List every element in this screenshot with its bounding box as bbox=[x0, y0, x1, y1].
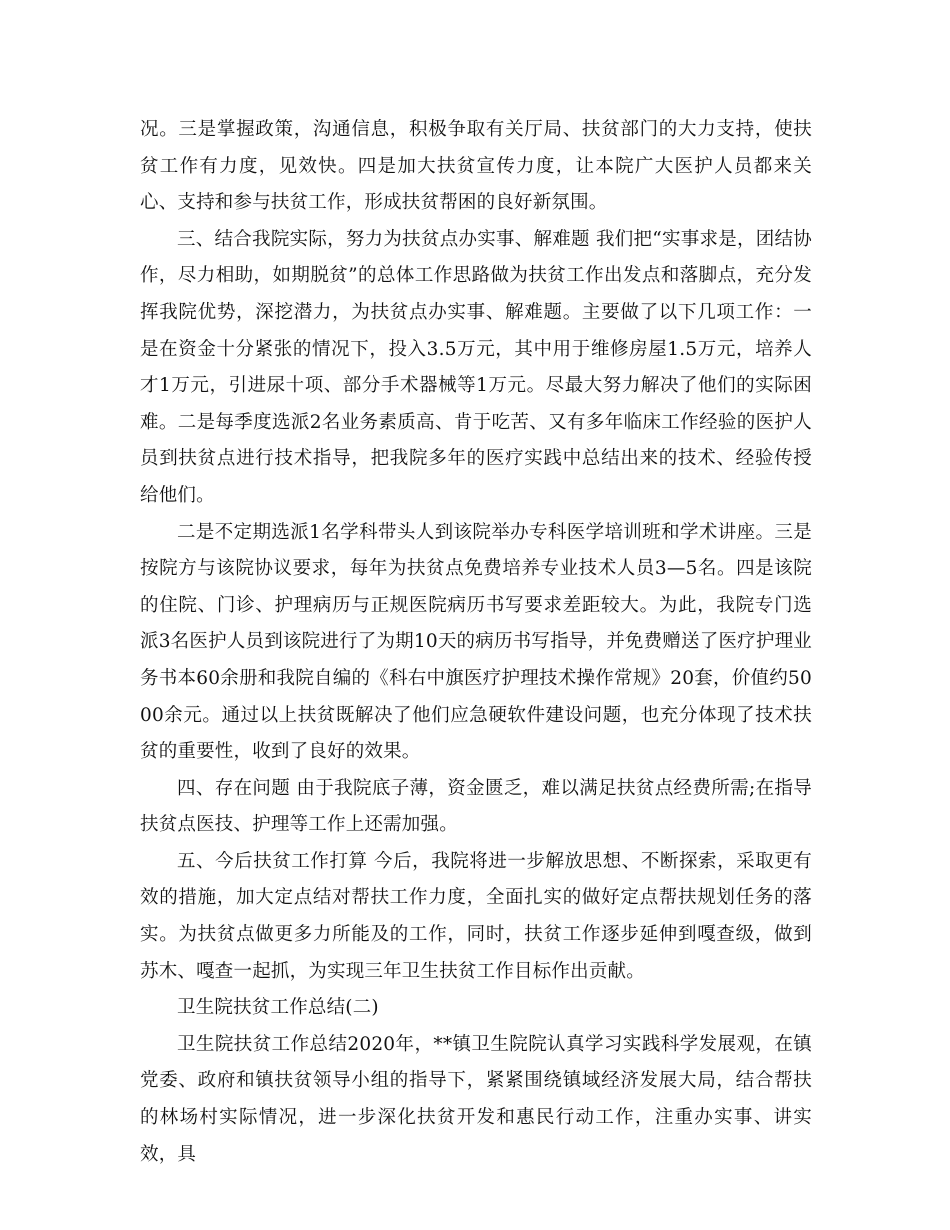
paragraph-section-five: 五、今后扶贫工作打算 今后，我院将进一步解放思想、不断探索，采取更有效的措施，加大定点结对帮扶工作力度，全面扎实的做好定点帮扶规划任务的落实。为扶贫点做更多力所能及的工作，同时，扶贫工作逐步延伸到嘎查级，做到苏木、嘎查一起抓，为实现三年卫生扶贫工作目标作出贡献。 bbox=[140, 850, 812, 982]
section-heading: 卫生院扶贫工作总结(二) bbox=[177, 997, 379, 1019]
paragraph-continuation: 况。三是掌握政策，沟通信息，积极争取有关厅局、扶贫部门的大力支持，使扶贫工作有力度，见效快。四是加大扶贫宣传力度，让本院广大医护人员都来关心、支持和参与扶贫工作，形成扶贫帮困的良好新氛围。 bbox=[140, 119, 812, 214]
paragraph-section-four: 四、存在问题 由于我院底子薄，资金匮乏，难以满足扶贫点经费所需;在指导扶贫点医技、护理等工作上还需加强。 bbox=[140, 777, 812, 836]
document-page bbox=[140, 112, 812, 1173]
paragraph-section-three: 三、结合我院实际，努力为扶贫点办实事、解难题 我们把“实事求是，团结协作，尽力相助，如期脱贫”的总体工作思路做为扶贫工作出发点和落脚点，充分发挥我院优势，深挖潜力，为扶贫点办实事、解难题。主要做了以下几项工作：一是在资金十分紧张的情况下，投入3.5万元，其中用于维修房屋1.5万元，培养人才1万元，引进尿十项、部分手术器械等1万元。尽最大努力解决了他们的实际困难。二是每季度选派2名业务素质高、肯于吃苦、又有多年临床工作经验的医护人员到扶贫点进行技术指导，把我院多年的医疗实践中总结出来的技术、经验传授给他们。 bbox=[140, 228, 812, 506]
paragraph-training: 二是不定期选派1名学科带头人到该院举办专科医学培训班和学术讲座。三是按院方与该院协议要求，每年为扶贫点免费培养专业技术人员3—5名。四是该院的住院、门诊、护理病历与正规医院病历书写要求差距较大。为此，我院专门选派3名医护人员到该院进行了为期10天的病历书写指导，并免费赠送了医疗护理业务书本60余册和我院自编的《科右中旗医疗护理技术操作常规》20套，价值约5000余元。通过以上扶贫既解决了他们应急硬软件建设问题，也充分体现了技术扶贫的重要性，收到了良好的效果。 bbox=[140, 521, 812, 763]
paragraph-summary-2020: 卫生院扶贫工作总结2020年，**镇卫生院院认真学习实践科学发展观，在镇党委、政府和镇扶贫领导小组的指导下，紧紧围绕镇域经济发展大局，结合帮扶的林场村实际情况，进一步深化扶贫开发和惠民行动工作，注重办实事、讲实效，具 bbox=[140, 1033, 812, 1165]
